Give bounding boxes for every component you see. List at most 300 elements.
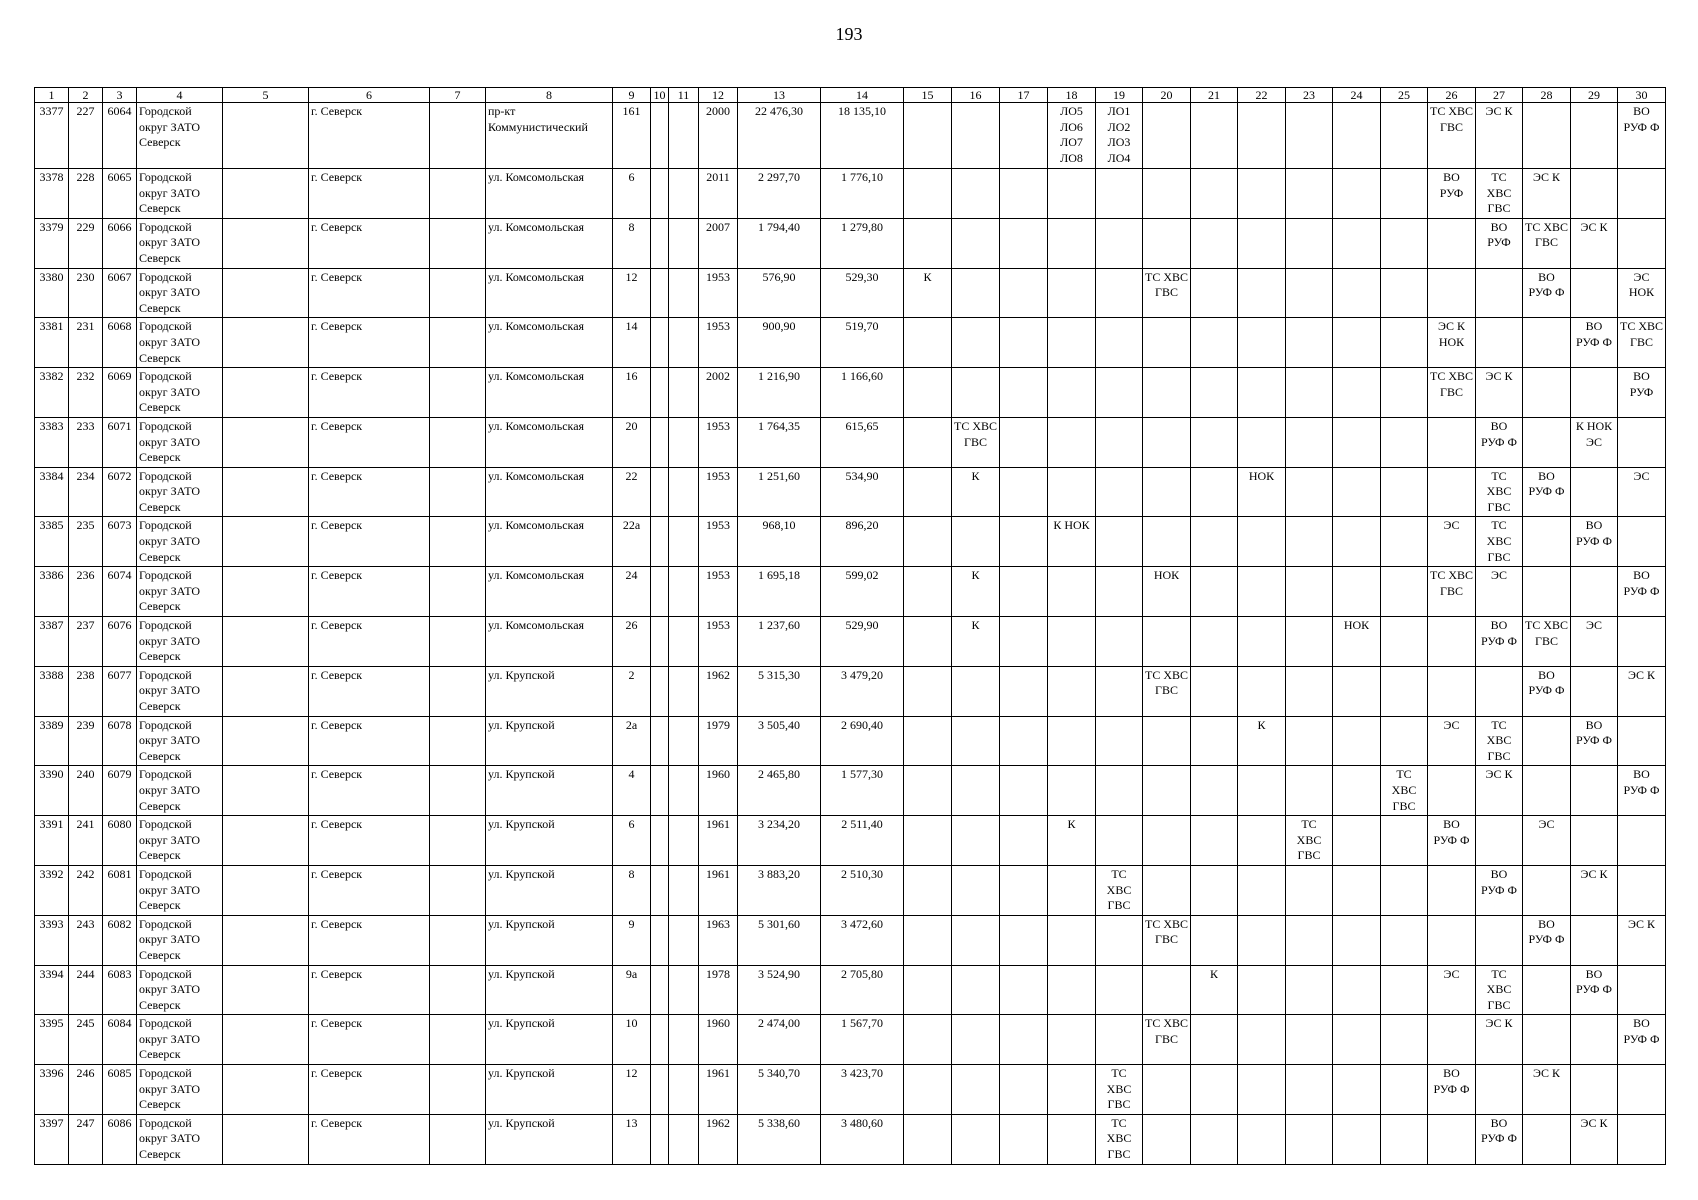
column-header-8: 8	[486, 88, 613, 103]
table-cell-col-7	[430, 567, 486, 617]
table-cell-col-25	[1381, 1065, 1428, 1115]
table-cell-col-1: 3393	[35, 915, 69, 965]
table-cell-col-30: ВО РУФ Ф	[1618, 1015, 1666, 1065]
table-cell-col-11	[669, 169, 699, 219]
table-cell-col-17	[1000, 716, 1048, 766]
table-cell-col-28: ВО РУФ Ф	[1523, 268, 1571, 318]
table-cell-col-24	[1333, 268, 1381, 318]
table-cell-col-3: 6068	[103, 318, 137, 368]
table-cell-col-28: ВО РУФ Ф	[1523, 915, 1571, 965]
table-cell-col-18: К	[1048, 816, 1096, 866]
table-cell-col-7	[430, 865, 486, 915]
table-cell-col-21	[1191, 417, 1238, 467]
table-cell-col-27	[1476, 1065, 1523, 1115]
table-cell-col-17	[1000, 816, 1048, 866]
table-cell-col-17	[1000, 766, 1048, 816]
table-cell-col-10	[651, 417, 669, 467]
table-row	[35, 218, 1666, 268]
table-cell-col-17	[1000, 417, 1048, 467]
table-cell-col-5	[223, 169, 309, 219]
table-cell-col-2: 243	[69, 915, 103, 965]
table-cell-col-20	[1143, 716, 1191, 766]
table-cell-col-2: 233	[69, 417, 103, 467]
table-cell-col-10	[651, 318, 669, 368]
table-cell-col-8: ул. Крупской	[486, 716, 613, 766]
table-cell-col-13: 1 695,18	[738, 567, 821, 617]
table-cell-col-26: ЭС	[1428, 716, 1476, 766]
table-cell-col-18: К НОК	[1048, 517, 1096, 567]
table-cell-col-17	[1000, 1114, 1048, 1164]
table-cell-col-1: 3377	[35, 103, 69, 169]
table-cell-col-20	[1143, 103, 1191, 169]
table-cell-col-7	[430, 368, 486, 418]
table-cell-col-21	[1191, 368, 1238, 418]
table-cell-col-12: 1953	[699, 318, 738, 368]
table-cell-col-12: 1953	[699, 417, 738, 467]
table-cell-col-7	[430, 467, 486, 517]
table-cell-col-28	[1523, 716, 1571, 766]
table-cell-col-23	[1286, 218, 1333, 268]
table-cell-col-4: Городской округ ЗАТО Северск	[137, 617, 223, 667]
table-cell-col-30	[1618, 517, 1666, 567]
table-cell-col-15	[904, 617, 952, 667]
table-cell-col-18	[1048, 716, 1096, 766]
table-cell-col-24	[1333, 666, 1381, 716]
table-cell-col-6: г. Северск	[309, 318, 430, 368]
table-cell-col-23	[1286, 617, 1333, 667]
table-cell-col-13: 1 216,90	[738, 368, 821, 418]
table-cell-col-21	[1191, 567, 1238, 617]
table-cell-col-30: ТС ХВС ГВС	[1618, 318, 1666, 368]
table-cell-col-28	[1523, 1114, 1571, 1164]
table-cell-col-19	[1096, 1015, 1143, 1065]
table-cell-col-26: ВО РУФ Ф	[1428, 816, 1476, 866]
table-cell-col-25	[1381, 517, 1428, 567]
table-cell-col-18	[1048, 617, 1096, 667]
table-cell-col-27: ЭС К	[1476, 766, 1523, 816]
table-cell-col-21	[1191, 865, 1238, 915]
table-cell-col-8: ул. Комсомольская	[486, 169, 613, 219]
table-cell-col-3: 6084	[103, 1015, 137, 1065]
table-cell-col-30	[1618, 1065, 1666, 1115]
table-cell-col-12: 1963	[699, 915, 738, 965]
table-cell-col-10	[651, 865, 669, 915]
table-cell-col-13: 2 297,70	[738, 169, 821, 219]
table-cell-col-10	[651, 268, 669, 318]
table-cell-col-29: ВО РУФ Ф	[1571, 318, 1618, 368]
table-cell-col-30	[1618, 716, 1666, 766]
table-cell-col-8: ул. Комсомольская	[486, 268, 613, 318]
table-cell-col-10	[651, 467, 669, 517]
table-cell-col-16	[952, 816, 1000, 866]
table-cell-col-24	[1333, 915, 1381, 965]
table-cell-col-12: 1953	[699, 268, 738, 318]
table-cell-col-15	[904, 965, 952, 1015]
table-cell-col-4: Городской округ ЗАТО Северск	[137, 716, 223, 766]
table-cell-col-25	[1381, 716, 1428, 766]
table-cell-col-6: г. Северск	[309, 816, 430, 866]
table-cell-col-19	[1096, 716, 1143, 766]
table-row	[35, 368, 1666, 418]
table-cell-col-11	[669, 915, 699, 965]
table-cell-col-11	[669, 716, 699, 766]
table-row	[35, 965, 1666, 1015]
column-header-25: 25	[1381, 88, 1428, 103]
table-cell-col-24	[1333, 716, 1381, 766]
table-cell-col-23	[1286, 368, 1333, 418]
table-cell-col-9: 2а	[613, 716, 651, 766]
table-cell-col-18	[1048, 169, 1096, 219]
table-cell-col-1: 3379	[35, 218, 69, 268]
table-cell-col-14: 529,30	[821, 268, 904, 318]
table-cell-col-2: 240	[69, 766, 103, 816]
table-cell-col-6: г. Северск	[309, 169, 430, 219]
table-cell-col-13: 1 764,35	[738, 417, 821, 467]
table-cell-col-21	[1191, 218, 1238, 268]
table-cell-col-6: г. Северск	[309, 965, 430, 1015]
table-cell-col-6: г. Северск	[309, 417, 430, 467]
table-cell-col-14: 2 511,40	[821, 816, 904, 866]
table-cell-col-19	[1096, 766, 1143, 816]
table-cell-col-23	[1286, 915, 1333, 965]
table-cell-col-10	[651, 567, 669, 617]
table-cell-col-29: ВО РУФ Ф	[1571, 517, 1618, 567]
table-cell-col-4: Городской округ ЗАТО Северск	[137, 965, 223, 1015]
table-cell-col-12: 1961	[699, 865, 738, 915]
table-cell-col-2: 235	[69, 517, 103, 567]
table-cell-col-11	[669, 766, 699, 816]
table-cell-col-21	[1191, 169, 1238, 219]
table-cell-col-26	[1428, 617, 1476, 667]
table-cell-col-16	[952, 716, 1000, 766]
table-cell-col-29	[1571, 666, 1618, 716]
table-cell-col-6: г. Северск	[309, 1015, 430, 1065]
table-cell-col-22	[1238, 218, 1286, 268]
table-cell-col-27: ТС ХВС ГВС	[1476, 517, 1523, 567]
table-cell-col-28	[1523, 865, 1571, 915]
table-cell-col-29	[1571, 368, 1618, 418]
table-cell-col-4: Городской округ ЗАТО Северск	[137, 318, 223, 368]
table-cell-col-6: г. Северск	[309, 865, 430, 915]
column-header-21: 21	[1191, 88, 1238, 103]
table-cell-col-27: ВО РУФ Ф	[1476, 417, 1523, 467]
table-cell-col-19	[1096, 965, 1143, 1015]
table-cell-col-11	[669, 218, 699, 268]
table-cell-col-18	[1048, 417, 1096, 467]
table-cell-col-23	[1286, 318, 1333, 368]
table-cell-col-5	[223, 417, 309, 467]
table-cell-col-6: г. Северск	[309, 766, 430, 816]
table-cell-col-5	[223, 1065, 309, 1115]
table-cell-col-26	[1428, 865, 1476, 915]
column-header-30: 30	[1618, 88, 1666, 103]
table-cell-col-8: ул. Комсомольская	[486, 467, 613, 517]
column-header-22: 22	[1238, 88, 1286, 103]
table-row	[35, 816, 1666, 866]
table-cell-col-12: 1960	[699, 1015, 738, 1065]
table-cell-col-12: 2011	[699, 169, 738, 219]
table-cell-col-9: 9а	[613, 965, 651, 1015]
table-cell-col-9: 6	[613, 816, 651, 866]
table-cell-col-24	[1333, 1065, 1381, 1115]
table-cell-col-23	[1286, 865, 1333, 915]
table-cell-col-4: Городской округ ЗАТО Северск	[137, 1015, 223, 1065]
table-cell-col-15: К	[904, 268, 952, 318]
table-cell-col-6: г. Северск	[309, 218, 430, 268]
table-cell-col-11	[669, 517, 699, 567]
table-cell-col-27: ВО РУФ	[1476, 218, 1523, 268]
table-cell-col-27: ТС ХВС ГВС	[1476, 716, 1523, 766]
table-cell-col-8: пр-кт Коммунистический	[486, 103, 613, 169]
table-cell-col-1: 3385	[35, 517, 69, 567]
table-cell-col-13: 2 465,80	[738, 766, 821, 816]
table-cell-col-5	[223, 865, 309, 915]
table-cell-col-15	[904, 1015, 952, 1065]
table-cell-col-23	[1286, 666, 1333, 716]
table-cell-col-29: ВО РУФ Ф	[1571, 965, 1618, 1015]
table-cell-col-8: ул. Крупской	[486, 1015, 613, 1065]
table-cell-col-21	[1191, 318, 1238, 368]
table-cell-col-20: ТС ХВС ГВС	[1143, 1015, 1191, 1065]
table-cell-col-20	[1143, 368, 1191, 418]
table-cell-col-16	[952, 169, 1000, 219]
column-header-15: 15	[904, 88, 952, 103]
table-cell-col-1: 3381	[35, 318, 69, 368]
table-cell-col-10	[651, 368, 669, 418]
table-cell-col-1: 3378	[35, 169, 69, 219]
table-cell-col-4: Городской округ ЗАТО Северск	[137, 268, 223, 318]
table-cell-col-18	[1048, 368, 1096, 418]
table-cell-col-25	[1381, 617, 1428, 667]
table-cell-col-20	[1143, 617, 1191, 667]
table-cell-col-4: Городской округ ЗАТО Северск	[137, 666, 223, 716]
table-cell-col-22: К	[1238, 716, 1286, 766]
table-cell-col-4: Городской округ ЗАТО Северск	[137, 417, 223, 467]
table-cell-col-1: 3397	[35, 1114, 69, 1164]
table-cell-col-28	[1523, 567, 1571, 617]
table-row	[35, 318, 1666, 368]
table-cell-col-21	[1191, 268, 1238, 318]
table-cell-col-23	[1286, 1114, 1333, 1164]
table-cell-col-9: 4	[613, 766, 651, 816]
table-cell-col-27: ЭС К	[1476, 103, 1523, 169]
column-header-10: 10	[651, 88, 669, 103]
table-cell-col-12: 2000	[699, 103, 738, 169]
table-cell-col-19	[1096, 417, 1143, 467]
column-header-23: 23	[1286, 88, 1333, 103]
table-cell-col-25	[1381, 915, 1428, 965]
table-cell-col-17	[1000, 1065, 1048, 1115]
table-cell-col-23: ТС ХВС ГВС	[1286, 816, 1333, 866]
table-cell-col-14: 1 577,30	[821, 766, 904, 816]
table-cell-col-3: 6065	[103, 169, 137, 219]
table-cell-col-13: 3 524,90	[738, 965, 821, 1015]
table-cell-col-17	[1000, 169, 1048, 219]
table-cell-col-14: 2 705,80	[821, 965, 904, 1015]
table-cell-col-27: ВО РУФ Ф	[1476, 617, 1523, 667]
table-cell-col-17	[1000, 865, 1048, 915]
table-cell-col-21	[1191, 1015, 1238, 1065]
column-header-18: 18	[1048, 88, 1096, 103]
table-cell-col-2: 237	[69, 617, 103, 667]
table-cell-col-28: ЭС К	[1523, 169, 1571, 219]
table-cell-col-11	[669, 617, 699, 667]
table-cell-col-28	[1523, 368, 1571, 418]
table-cell-col-1: 3396	[35, 1065, 69, 1115]
table-cell-col-16	[952, 865, 1000, 915]
table-cell-col-23	[1286, 1015, 1333, 1065]
table-cell-col-26	[1428, 766, 1476, 816]
table-cell-col-29	[1571, 567, 1618, 617]
table-cell-col-15	[904, 766, 952, 816]
table-cell-col-16: К	[952, 467, 1000, 517]
table-row	[35, 1065, 1666, 1115]
table-cell-col-4: Городской округ ЗАТО Северск	[137, 567, 223, 617]
table-cell-col-1: 3388	[35, 666, 69, 716]
table-cell-col-27	[1476, 268, 1523, 318]
table-cell-col-7	[430, 617, 486, 667]
table-cell-col-25	[1381, 666, 1428, 716]
table-cell-col-2: 232	[69, 368, 103, 418]
table-cell-col-20: НОК	[1143, 567, 1191, 617]
table-cell-col-2: 244	[69, 965, 103, 1015]
table-cell-col-26	[1428, 268, 1476, 318]
table-cell-col-4: Городской округ ЗАТО Северск	[137, 865, 223, 915]
table-cell-col-29	[1571, 169, 1618, 219]
table-cell-col-30	[1618, 816, 1666, 866]
table-cell-col-28: ЭС	[1523, 816, 1571, 866]
table-cell-col-12: 2007	[699, 218, 738, 268]
table-cell-col-29	[1571, 268, 1618, 318]
table-cell-col-8: ул. Комсомольская	[486, 517, 613, 567]
table-cell-col-20	[1143, 865, 1191, 915]
table-cell-col-15	[904, 169, 952, 219]
table-cell-col-23	[1286, 169, 1333, 219]
table-cell-col-29: ЭС К	[1571, 865, 1618, 915]
table-cell-col-29	[1571, 915, 1618, 965]
table-cell-col-11	[669, 268, 699, 318]
table-cell-col-18	[1048, 1114, 1096, 1164]
table-cell-col-9: 13	[613, 1114, 651, 1164]
table-cell-col-24	[1333, 1015, 1381, 1065]
table-cell-col-6: г. Северск	[309, 716, 430, 766]
table-cell-col-24	[1333, 766, 1381, 816]
table-cell-col-14: 3 480,60	[821, 1114, 904, 1164]
table-cell-col-30: ВО РУФ	[1618, 368, 1666, 418]
table-cell-col-5	[223, 103, 309, 169]
table-cell-col-22	[1238, 268, 1286, 318]
table-cell-col-29: ЭС	[1571, 617, 1618, 667]
table-cell-col-16	[952, 268, 1000, 318]
table-cell-col-25	[1381, 318, 1428, 368]
table-cell-col-12: 2002	[699, 368, 738, 418]
table-cell-col-2: 234	[69, 467, 103, 517]
table-cell-col-27: ЭС К	[1476, 368, 1523, 418]
table-cell-col-8: ул. Крупской	[486, 965, 613, 1015]
table-cell-col-15	[904, 716, 952, 766]
table-cell-col-12: 1953	[699, 617, 738, 667]
table-cell-col-6: г. Северск	[309, 915, 430, 965]
table-cell-col-11	[669, 1015, 699, 1065]
table-cell-col-1: 3392	[35, 865, 69, 915]
table-cell-col-16	[952, 965, 1000, 1015]
table-cell-col-2: 238	[69, 666, 103, 716]
table-cell-col-14: 3 423,70	[821, 1065, 904, 1115]
table-cell-col-14: 2 690,40	[821, 716, 904, 766]
table-cell-col-19: ТС ХВС ГВС	[1096, 865, 1143, 915]
table-cell-col-17	[1000, 218, 1048, 268]
table-cell-col-7	[430, 1015, 486, 1065]
table-cell-col-3: 6076	[103, 617, 137, 667]
table-cell-col-9: 20	[613, 417, 651, 467]
table-cell-col-27: ЭС	[1476, 567, 1523, 617]
table-cell-col-4: Городской округ ЗАТО Северск	[137, 1065, 223, 1115]
table-cell-col-4: Городской округ ЗАТО Северск	[137, 218, 223, 268]
table-cell-col-7	[430, 816, 486, 866]
table-cell-col-3: 6079	[103, 766, 137, 816]
table-cell-col-4: Городской округ ЗАТО Северск	[137, 816, 223, 866]
page-number: 193	[835, 24, 863, 44]
table-cell-col-15	[904, 1114, 952, 1164]
table-cell-col-1: 3387	[35, 617, 69, 667]
table-cell-col-25	[1381, 169, 1428, 219]
table-cell-col-10	[651, 766, 669, 816]
table-row	[35, 1015, 1666, 1065]
table-cell-col-24	[1333, 567, 1381, 617]
table-cell-col-3: 6082	[103, 915, 137, 965]
table-cell-col-24	[1333, 816, 1381, 866]
table-cell-col-21	[1191, 666, 1238, 716]
table-cell-col-28	[1523, 417, 1571, 467]
table-cell-col-19	[1096, 617, 1143, 667]
table-body	[35, 103, 1666, 1165]
table-cell-col-13: 5 301,60	[738, 915, 821, 965]
table-cell-col-12: 1953	[699, 517, 738, 567]
table-cell-col-11	[669, 467, 699, 517]
table-cell-col-23	[1286, 567, 1333, 617]
table-cell-col-20	[1143, 1065, 1191, 1115]
table-cell-col-11	[669, 318, 699, 368]
table-cell-col-19	[1096, 368, 1143, 418]
table-cell-col-9: 2	[613, 666, 651, 716]
table-cell-col-24	[1333, 103, 1381, 169]
table-cell-col-23	[1286, 716, 1333, 766]
table-cell-col-5	[223, 965, 309, 1015]
table-cell-col-8: ул. Крупской	[486, 666, 613, 716]
column-header-29: 29	[1571, 88, 1618, 103]
column-header-20: 20	[1143, 88, 1191, 103]
table-cell-col-11	[669, 417, 699, 467]
table-cell-col-21	[1191, 716, 1238, 766]
table-cell-col-30: ЭС К	[1618, 666, 1666, 716]
table-cell-col-9: 16	[613, 368, 651, 418]
table-cell-col-5	[223, 567, 309, 617]
table-cell-col-28: ТС ХВС ГВС	[1523, 617, 1571, 667]
table-cell-col-11	[669, 816, 699, 866]
table-cell-col-14: 1 166,60	[821, 368, 904, 418]
table-cell-col-8: ул. Комсомольская	[486, 617, 613, 667]
table-cell-col-3: 6067	[103, 268, 137, 318]
table-cell-col-18	[1048, 1015, 1096, 1065]
table-cell-col-16	[952, 1114, 1000, 1164]
table-cell-col-13: 968,10	[738, 517, 821, 567]
table-cell-col-13: 3 505,40	[738, 716, 821, 766]
table-cell-col-17	[1000, 965, 1048, 1015]
table-cell-col-20: ТС ХВС ГВС	[1143, 268, 1191, 318]
table-cell-col-4: Городской округ ЗАТО Северск	[137, 766, 223, 816]
table-cell-col-29: ЭС К	[1571, 1114, 1618, 1164]
table-cell-col-29: К НОК ЭС	[1571, 417, 1618, 467]
